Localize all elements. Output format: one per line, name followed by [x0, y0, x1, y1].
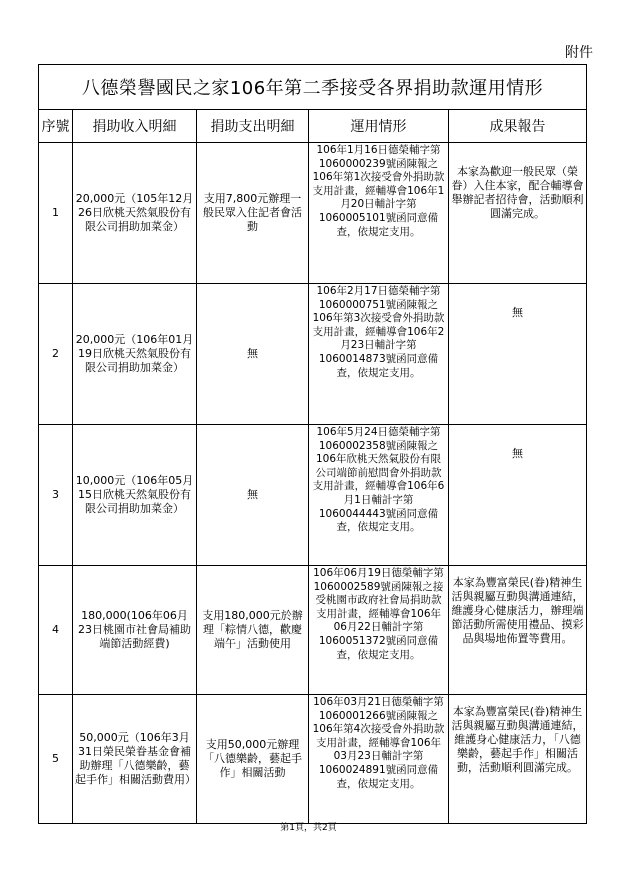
usage-detail: 106年2月17日德榮輔字第1060000751號函陳報之106年第3次接受會外捐助款支用計畫，經輔導會106年2月23日輔計字第1060014873號函同意備查，依規定支用。 [309, 284, 449, 425]
usage-detail: 106年06月19日德榮輔字第1060002589號函陳報之接受桃園市政府社會局捐助款支用計畫，經輔導會106年06月22日輔計字第1060051372號函同意備查，依規定支用。 [309, 566, 449, 695]
row-number: 5 [39, 695, 73, 824]
income-detail: 10,000元（106年05月15日欣桃天然氣股份有限公司捐助加菜金） [73, 425, 197, 566]
usage-detail: 106年5月24日德榮輔字第1060002358號函陳報之106年欣桃天然氣股份有限公司端節前慰問會外捐助款支用計畫，經輔導會106年6月1日輔計字第1060044443號函同意備查，依規定支用。 [309, 425, 449, 566]
header-income: 捐助收入明細 [73, 110, 197, 143]
income-detail: 50,000元（106年3月31日榮民榮眷基金會補助辦理「八德樂齡，藝起手作」相關活動費用） [73, 695, 197, 824]
header-result: 成果報告 [449, 110, 587, 143]
table-row [39, 143, 587, 284]
result-report: 無 [449, 284, 587, 425]
result-report: 本家為豐富榮民(眷)精神生活與親屬互動與溝通連結，維護身心健康活力，辦理端節活動所需使用禮品、摸彩品與場地佈置等費用。 [449, 566, 587, 695]
expense-detail: 支用50,000元辦理「八德樂齡，藝起手作」相關活動 [197, 695, 309, 824]
result-report: 本家為歡迎一般民眾（榮眷）入住本家，配合輔導會舉辦記者招待會，活動順利圓滿完成。 [449, 143, 587, 284]
result-report: 無 [449, 425, 587, 566]
expense-detail: 無 [197, 425, 309, 566]
result-report: 本家為豐富榮民(眷)精神生活與親屬互動與溝通連結，維護身心健康活力，「八德樂齡，藝起手作」相關活動，活動順利圓滿完成。 [449, 695, 587, 824]
table-row [39, 566, 587, 695]
usage-detail: 106年1月16日德榮輔字第1060000239號函陳報之106年第1次接受會外捐助款支用計畫，經輔導會106年1月20日輔計字第1060005101號函同意備查，依規定支用。 [309, 143, 449, 284]
header-no: 序號 [39, 110, 73, 143]
row-number: 3 [39, 425, 73, 566]
usage-detail: 106年03月21日德榮輔字第1060001266號函陳報之106年第4次接受會外捐助款支用計畫，經輔導會106年03月23日輔計字第1060024891號函同意備查，依規定支用。 [309, 695, 449, 824]
table-row [39, 695, 587, 824]
row-number: 2 [39, 284, 73, 425]
attachment-label: 附件 [565, 45, 593, 61]
expense-detail: 支用7,800元辦理一般民眾入住記者會活動 [197, 143, 309, 284]
income-detail: 20,000元（105年12月26日欣桃天然氣股份有限公司捐助加菜金） [73, 143, 197, 284]
expense-detail: 無 [197, 284, 309, 425]
income-detail: 20,000元（106年01月19日欣桃天然氣股份有限公司捐助加菜金） [73, 284, 197, 425]
header-row [39, 110, 587, 143]
header-expense: 捐助支出明細 [197, 110, 309, 143]
expense-detail: 支用180,000元於辦理「粽情八德，歡慶端午」活動使用 [197, 566, 309, 695]
page-footer: 第1頁，共2頁 [280, 823, 337, 833]
income-detail: 180,000(106年06月23日桃園市社會局補助端節活動經費) [73, 566, 197, 695]
table-row [39, 425, 587, 566]
header-usage: 運用情形 [309, 110, 449, 143]
table-title: 八德榮譽國民之家106年第二季接受各界捐助款運用情形 [39, 65, 587, 110]
table-row [39, 284, 587, 425]
row-number: 1 [39, 143, 73, 284]
row-number: 4 [39, 566, 73, 695]
donation-usage-table [38, 64, 587, 824]
